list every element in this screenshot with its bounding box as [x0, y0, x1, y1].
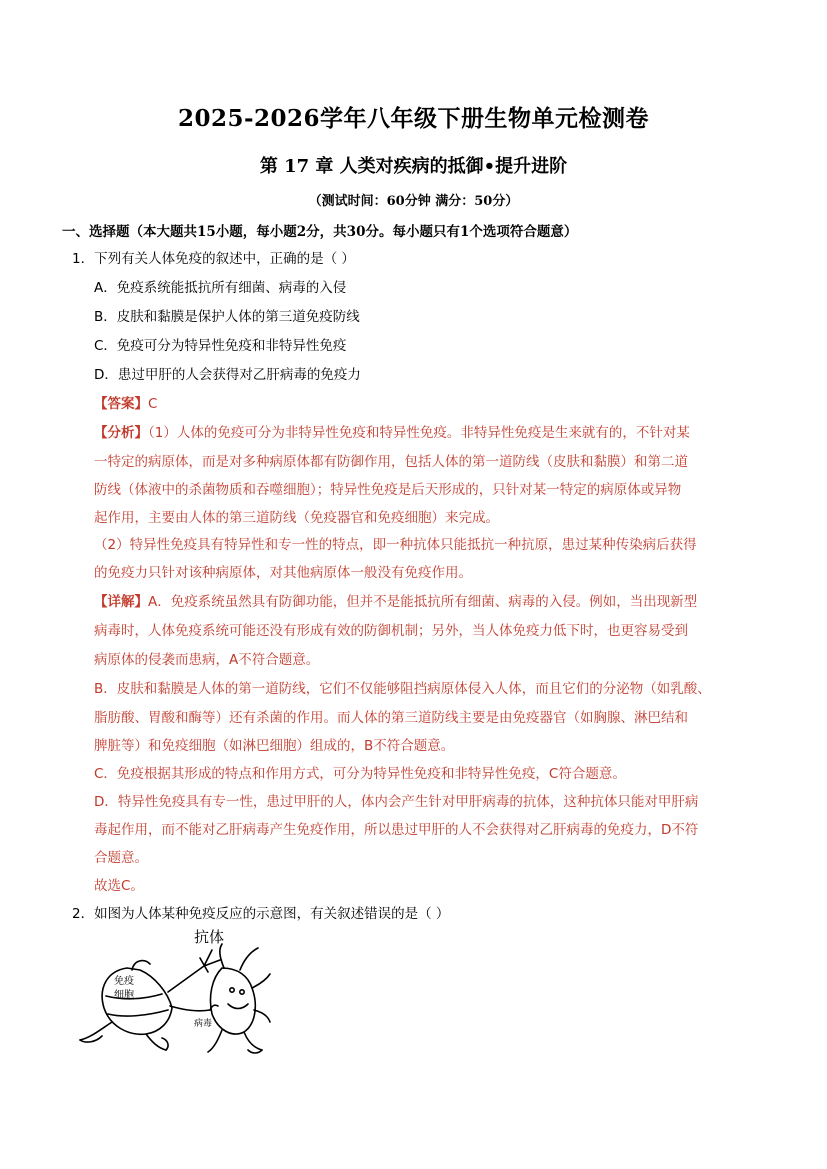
detail-text: D．特异性免疫具有专一性，患过甲肝的人，体内会产生针对甲肝病毒的抗体，这种抗体只能对甲肝病: [94, 794, 699, 810]
analysis-text: （1）人体的免疫可分为非特异性免疫和特异性免疫。非特异性免疫是生来就有的，不针对某: [148, 425, 690, 441]
detail-tag: 【详解】: [94, 594, 148, 610]
conclusion-text: 故选C。: [94, 878, 144, 894]
immune-cell-label: 免疫: [114, 976, 134, 987]
analysis-text: 一特定的病原体，而是对多种病原体都有防御作用，包括人体的第一道防线（皮肤和黏膜）和第二道: [94, 454, 688, 470]
test-info: （测试时间：60分钟 满分：50分）: [308, 194, 519, 209]
detail-text: A．免疫系统虽然具有防御功能，但并不是能抵抗所有细菌、病毒的入侵。例如，当出现新型: [148, 594, 698, 610]
analysis-text: 起作用，主要由人体的第三道防线（免疫器官和免疫细胞）来完成。: [94, 510, 499, 526]
analysis-tag: 【分析】: [94, 425, 148, 441]
section-heading: 一、选择题（本大题共15小题，每小题2分，共30分。每小题只有1个选项符合题意）: [62, 224, 578, 240]
option-d: D．患过甲肝的人会获得对乙肝病毒的免疫力: [94, 367, 361, 383]
option-b: B．皮肤和黏膜是保护人体的第三道免疫防线: [94, 309, 360, 325]
immune-cell-label: 细胞: [114, 990, 134, 1001]
detail-text: C．免疫根据其形成的特点和作用方式，可分为特异性免疫和非特异性免疫，C符合题意。: [94, 766, 626, 782]
answer-value: C: [148, 396, 158, 412]
antibody-label: 抗体: [194, 928, 225, 946]
page-title: 2025-2026学年八年级下册生物单元检测卷: [177, 105, 650, 132]
option-c: C．免疫可分为特异性免疫和非特异性免疫: [94, 338, 347, 354]
detail-text: 病毒时，人体免疫系统可能还没有形成有效的防御机制；另外，当人体免疫力低下时，也更容易受到: [94, 623, 688, 639]
question-1-stem: 1．下列有关人体免疫的叙述中，正确的是（ ）: [72, 251, 355, 267]
immune-response-diagram: [72, 926, 277, 1061]
detail-text: 病原体的侵袭而患病，A不符合题意。: [94, 652, 320, 668]
answer-tag: 【答案】: [94, 396, 148, 412]
detail-text: 脂肪酸、胃酸和酶等）还有杀菌的作用。而人体的第三道防线主要是由免疫器官（如胸腺、淋巴结和: [94, 710, 688, 726]
analysis-text: 的免疫力只针对该种病原体，对其他病原体一般没有免疫作用。: [94, 565, 472, 581]
detail-text: 毒起作用，而不能对乙肝病毒产生免疫作用，所以患过甲肝的人不会获得对乙肝病毒的免疫力，D不符: [94, 822, 699, 838]
chapter-subtitle: 第 17 章 人类对疾病的抵御•提升进阶: [259, 156, 568, 177]
detail-text: B．皮肤和黏膜是人体的第一道防线，它们不仅能够阻挡病原体侵入人体，而且它们的分泌物（如乳酸、: [94, 681, 711, 697]
analysis-text: 防线（体液中的杀菌物质和吞噬细胞）；特异性免疫是后天形成的，只针对某一特定的病原体或异物: [94, 482, 682, 498]
answer-line: [94, 392, 157, 412]
analysis-text: （2）特异性免疫具有特异性和专一性的特点，即一种抗体只能抵抗一种抗原，患过某种传染病后获得: [94, 537, 697, 553]
virus-label: 病毒: [194, 1019, 213, 1029]
detail-text: 合题意。: [94, 850, 148, 866]
question-2-stem: 2．如图为人体某种免疫反应的示意图，有关叙述错误的是（ ）: [72, 906, 450, 922]
detail-line: [94, 590, 697, 610]
analysis-line: [94, 421, 690, 441]
detail-text: 脾脏等）和免疫细胞（如淋巴细胞）组成的，B不符合题意。: [94, 738, 455, 754]
option-a: A．免疫系统能抵抗所有细菌、病毒的入侵: [94, 280, 347, 296]
